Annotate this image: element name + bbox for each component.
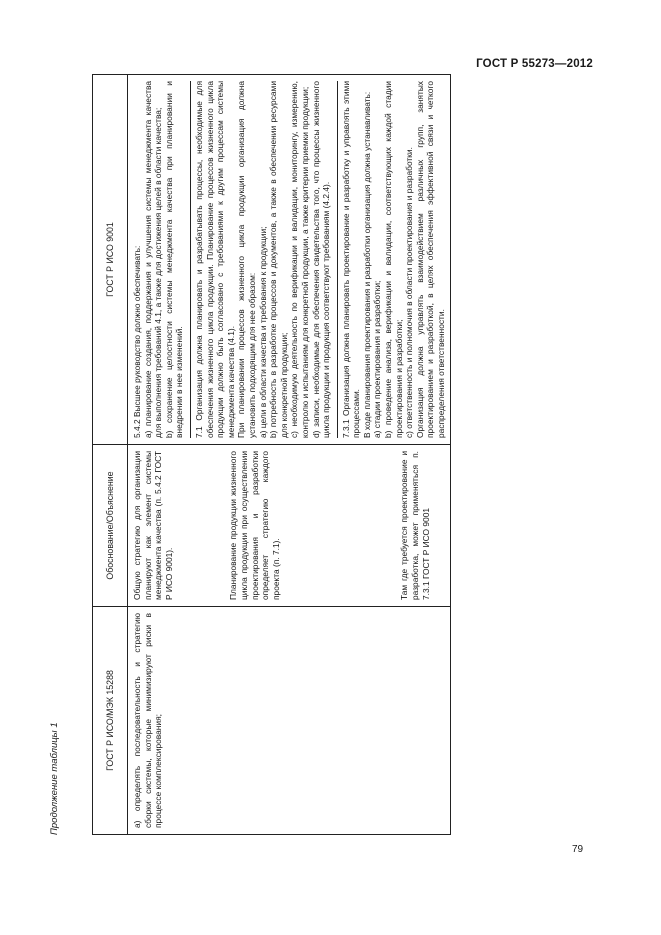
cell-paragraph: a) определять последовательность и стратегию сборки системы, которые минимизируют риски в процессе комплексирования;	[132, 613, 164, 828]
cell-paragraph: c) необходимую деятельность по верификации и валидации, мониторингу, измерению, контролю и испытаниям для конкретной продукции, а также критерии приемки продукции;	[289, 81, 310, 438]
comparison-table	[92, 74, 451, 835]
page-number: 79	[572, 844, 584, 855]
cell-paragraph: Там где требуется проектирование и разработка, может применяться п. 7.3.1 ГОСТ Р ИСО 9001	[399, 451, 431, 600]
cell-paragraph: b) сохранение целостности системы менеджмента качества при планировании и внедрении в нее изменений.	[163, 81, 185, 438]
cell-paragraph: Планирование продукции жизненного цикла продукции при осуществлении проектирования и разработки определяет стратегию каждого проекта (п. 7.1).	[228, 451, 281, 600]
cell-paragraph: В ходе планирования проектирования и разработки организация должна устанавливать:	[361, 91, 372, 438]
table-row	[128, 75, 451, 835]
cell-paragraph: Организация должна управлять взаимодействием различных групп, занятых проектированием и разработкой, в целях обеспечения эффективной связи и четкого распределения ответственности.	[414, 81, 447, 438]
cell-paragraph: 5.4.2 Высшее руководство должно обеспечивать:	[132, 245, 142, 438]
cell-paragraph: 7.3.1 Организация должна планировать проектирование и разработку и управлять этими процессами.	[340, 81, 362, 438]
standard-code: ГОСТ Р 55273—2012	[476, 58, 593, 70]
cell-paragraph: a) планирование создания, поддержания и улучшения системы менеджмента качества для выполнения требований 4.1, а также для достижения целей в области качества;	[142, 81, 164, 438]
cell-paragraph: Общую стратегию для организации планируют как элемент системы менеджмента качества (п. 5.4.2 ГОСТ Р ИСО 9001).	[132, 451, 174, 600]
cell-justification	[128, 445, 451, 607]
column-header-iso15288: ГОСТ Р ИСО/МЭК 15288	[93, 607, 128, 835]
cell-paragraph: d) записи, необходимые для обеспечения свидетельства того, что процессы жизненного цикла продукции и продукция соответствуют требованиям (4.2.4).	[310, 81, 332, 438]
cell-iso9001	[128, 75, 451, 445]
cell-paragraph: c) ответственность и полномочия в области проектирования и разработки.	[404, 147, 415, 438]
rotated-page	[46, 75, 576, 835]
cell-paragraph: 7.1 Организация должна планировать и разрабатывать процессы, необходимые для обеспечения жизненного цикла продукции. Планирование процессов жизненного цикла продукции должно быть согласовано с требованиями к другим процессам системы менеджмента качества (4.1).	[193, 81, 236, 438]
cell-paragraph: a) стадии проектирования и разработки;	[372, 280, 383, 438]
table-caption: Продолжение таблицы 1	[49, 722, 60, 835]
cell-section	[337, 81, 447, 438]
cell-paragraph: b) проведение анализа, верификации и валидации, соответствующих каждой стадии проектирования и разработки;	[383, 81, 404, 438]
table-header-row	[93, 75, 128, 835]
cell-paragraph: a) цели в области качества и требования к продукции;	[257, 226, 268, 438]
cell-section	[190, 81, 332, 438]
column-header-iso9001: ГОСТ Р ИСО 9001	[93, 75, 128, 445]
cell-paragraph: При планировании процессов жизненного цикла продукции организация должна установить подходящим для нее образом:	[236, 81, 257, 438]
cell-paragraph: b) потребность в разработке процессов и документов, а также в обеспечении ресурсами для конкретной продукции;	[268, 81, 289, 438]
column-header-justification: Обоснование/Объяснение	[93, 445, 128, 607]
cell-iso15288	[128, 607, 451, 835]
